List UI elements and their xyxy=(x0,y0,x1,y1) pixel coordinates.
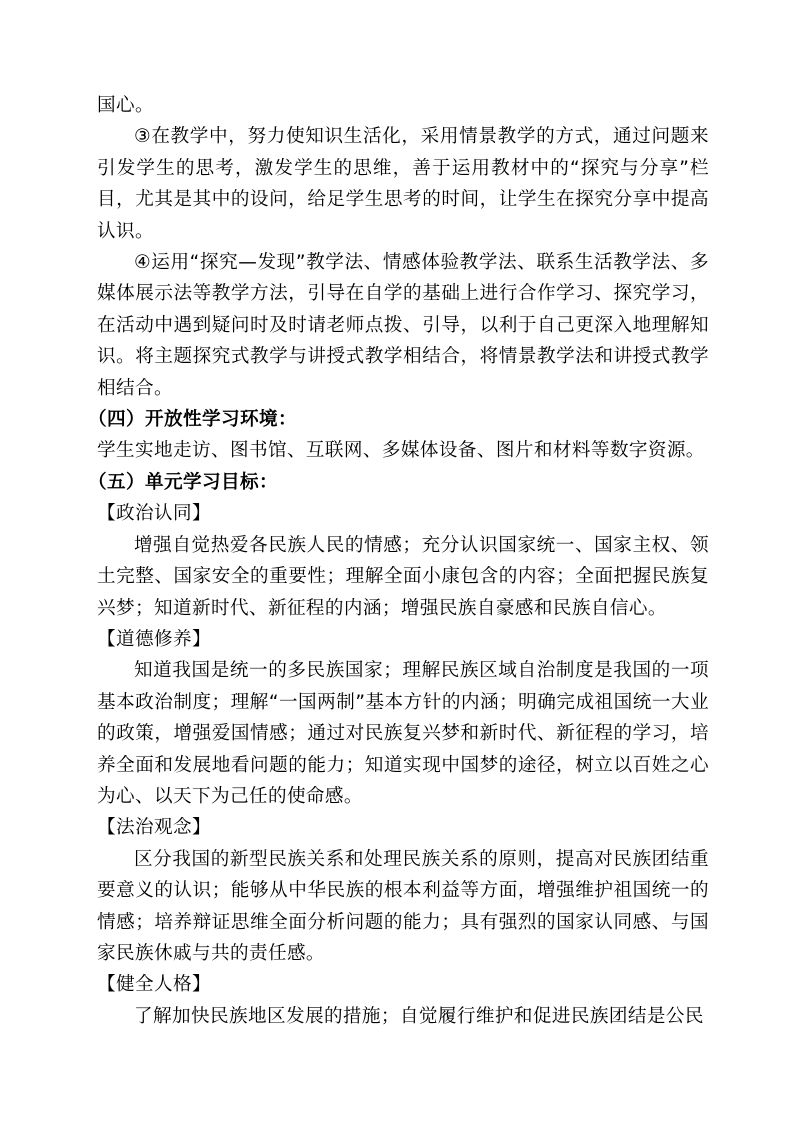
section-5-heading: （五）单元学习目标： xyxy=(88,471,278,493)
goal-sound-personality-text: 了解加快民族地区发展的措施；自觉履行维护和促进民族团结是公民 xyxy=(134,1005,704,1027)
goal-rule-of-law-title: 【法治观念】 xyxy=(97,817,211,839)
goal-political-identity-title: 【政治认同】 xyxy=(97,503,211,525)
method-4-paragraph: ④运用“探究—发现”教学法、情感体验教学法、联系生活教学法、多媒体展示法等教学方法，引导在自学的基础上进行合作学习、探究学习，在活动中遇到疑问时及时请老师点拨、引导，以利于自己更深入地理解知识。将主题探究式教学与讲授式教学相结合，将情景教学法和讲授式教学相结合。 xyxy=(97,252,709,399)
section-4-text: 学生实地走访、图书馆、互联网、多媒体设备、图片和材料等数字资源。 xyxy=(97,440,705,462)
goal-rule-of-law-text: 区分我国的新型民族关系和处理民族关系的原则，提高对民族团结重要意义的认识；能够从中华民族的根本利益等方面，增强维护祖国统一的情感；培养辩证思维全面分析问题的能力；具有强烈的国家认同感、与国家民族休戚与共的责任感。 xyxy=(97,848,709,964)
goal-political-identity-text: 增强自觉热爱各民族人民的情感；充分认识国家统一、国家主权、领土完整、国家安全的重要性；理解全面小康包含的内容；全面把握民族复兴梦；知道新时代、新征程的内涵；增强民族自豪感和民族自信心。 xyxy=(97,534,709,619)
method-3-paragraph: ③在教学中，努力使知识生活化，采用情景教学的方式，通过问题来引发学生的思考，激发学生的思维，善于运用教材中的“探究与分享”栏目，尤其是其中的设问，给足学生思考的时间，让学生在探究分享中提高认识。 xyxy=(97,126,709,242)
goal-moral-cultivation-text: 知道我国是统一的多民族国家；理解民族区域自治制度是我国的一项基本政治制度；理解“一国两制”基本方针的内涵；明确完成祖国统一大业的政策，增强爱国情感；通过对民族复兴梦和新时代、新征程的学习，培养全面和发展地看问题的能力；知道实现中国梦的途径，树立以百姓之心为心、以天下为己任的使命感。 xyxy=(97,660,709,807)
document-page xyxy=(88,90,709,1032)
goal-sound-personality-title: 【健全人格】 xyxy=(97,974,211,996)
section-4-heading: （四）开放性学习环境： xyxy=(88,409,297,431)
continued-line: 国心。 xyxy=(97,95,154,116)
goal-moral-cultivation-title: 【道德修养】 xyxy=(97,628,211,650)
